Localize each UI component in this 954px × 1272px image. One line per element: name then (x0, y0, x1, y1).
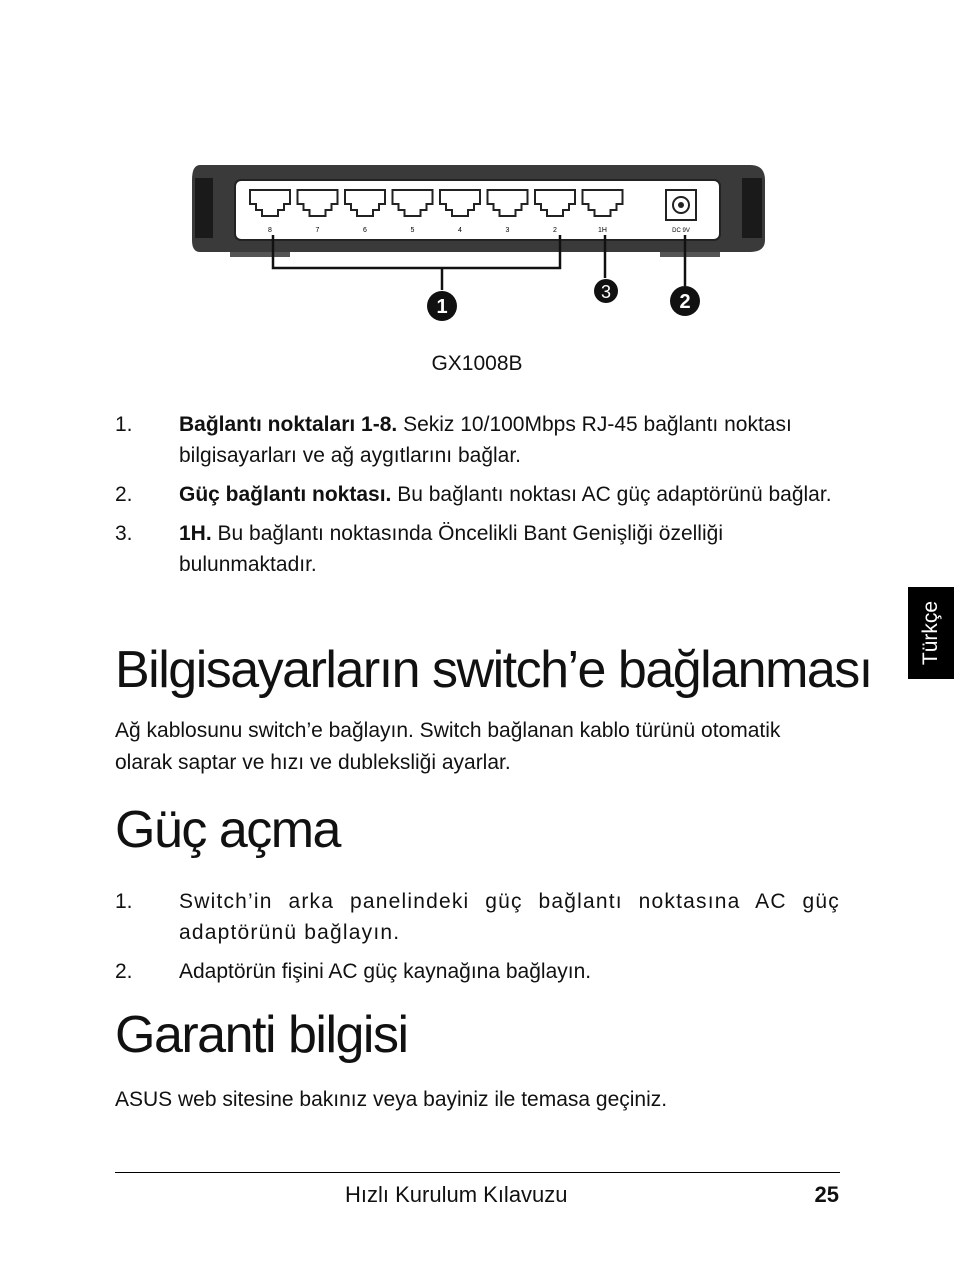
list-number: 2. (115, 960, 133, 983)
list-number: 2. (115, 483, 133, 506)
power-label: DC 9V (672, 228, 690, 234)
port-label: 8 (268, 227, 272, 234)
section-heading-warranty: Garanti bilgisi (115, 1006, 408, 1064)
footer-divider (115, 1172, 840, 1173)
list-item (115, 479, 840, 510)
list-item (115, 886, 840, 948)
footer-title: Hızlı Kurulum Kılavuzu (345, 1182, 568, 1207)
language-tab (908, 587, 954, 679)
page-number: 25 (814, 1182, 839, 1207)
list-item (115, 956, 840, 987)
port-label: 4 (458, 227, 462, 234)
svg-text:1: 1 (436, 296, 448, 318)
port-label: 6 (363, 227, 367, 234)
svg-text:3: 3 (600, 282, 612, 302)
section-heading-connecting: Bilgisayarların switch’e bağlanması (115, 641, 872, 699)
list-number: 1. (115, 413, 133, 436)
port-description-list (115, 409, 840, 588)
svg-text:2: 2 (679, 291, 691, 313)
section-body-connecting: Ağ kablosunu switch’e bağlayın. Switch bağlanan kablo türünü otomatik olarak saptar ve hızı ve dubleksliği ayarlar. (115, 719, 781, 774)
port-label: 7 (315, 227, 320, 234)
power-steps-list (115, 886, 840, 995)
list-text: Switch’in arka panelindeki güç bağlantı noktasına AC güç adaptörünü bağlayın. (179, 890, 840, 944)
language-tab-label: Türkçe (919, 600, 942, 666)
list-item (115, 409, 840, 471)
section-body-warranty: ASUS web sitesine bakınız veya bayiniz ile temasa geçiniz. (115, 1088, 668, 1111)
list-number: 1. (115, 890, 133, 913)
port-label: 5 (410, 227, 415, 234)
port-label: 2 (553, 227, 557, 234)
switch-rear-panel-figure (190, 160, 770, 330)
list-term: Güç bağlantı noktası. (179, 483, 392, 506)
list-text: Bu bağlantı noktasında Öncelikli Bant Genişliği özelliği bulunmaktadır. (179, 522, 723, 576)
list-text: Sekiz 10/100Mbps RJ-45 bağlantı noktası bilgisayarları ve ağ aygıtlarını bağlar. (179, 413, 792, 467)
figure-caption: GX1008B (431, 352, 523, 375)
section-heading-power: Güç açma (115, 801, 340, 859)
list-text: Bu bağlantı noktası AC güç adaptörünü bağlar. (391, 483, 832, 506)
list-term: Bağlantı noktaları 1-8. (179, 413, 398, 436)
port-label: 3 (505, 227, 510, 234)
port-label: 1H (598, 227, 607, 234)
list-term: 1H. (179, 522, 212, 545)
list-number: 3. (115, 522, 133, 545)
list-item (115, 518, 840, 580)
list-text: Adaptörün fişini AC güç kaynağına bağlayın. (179, 960, 592, 983)
